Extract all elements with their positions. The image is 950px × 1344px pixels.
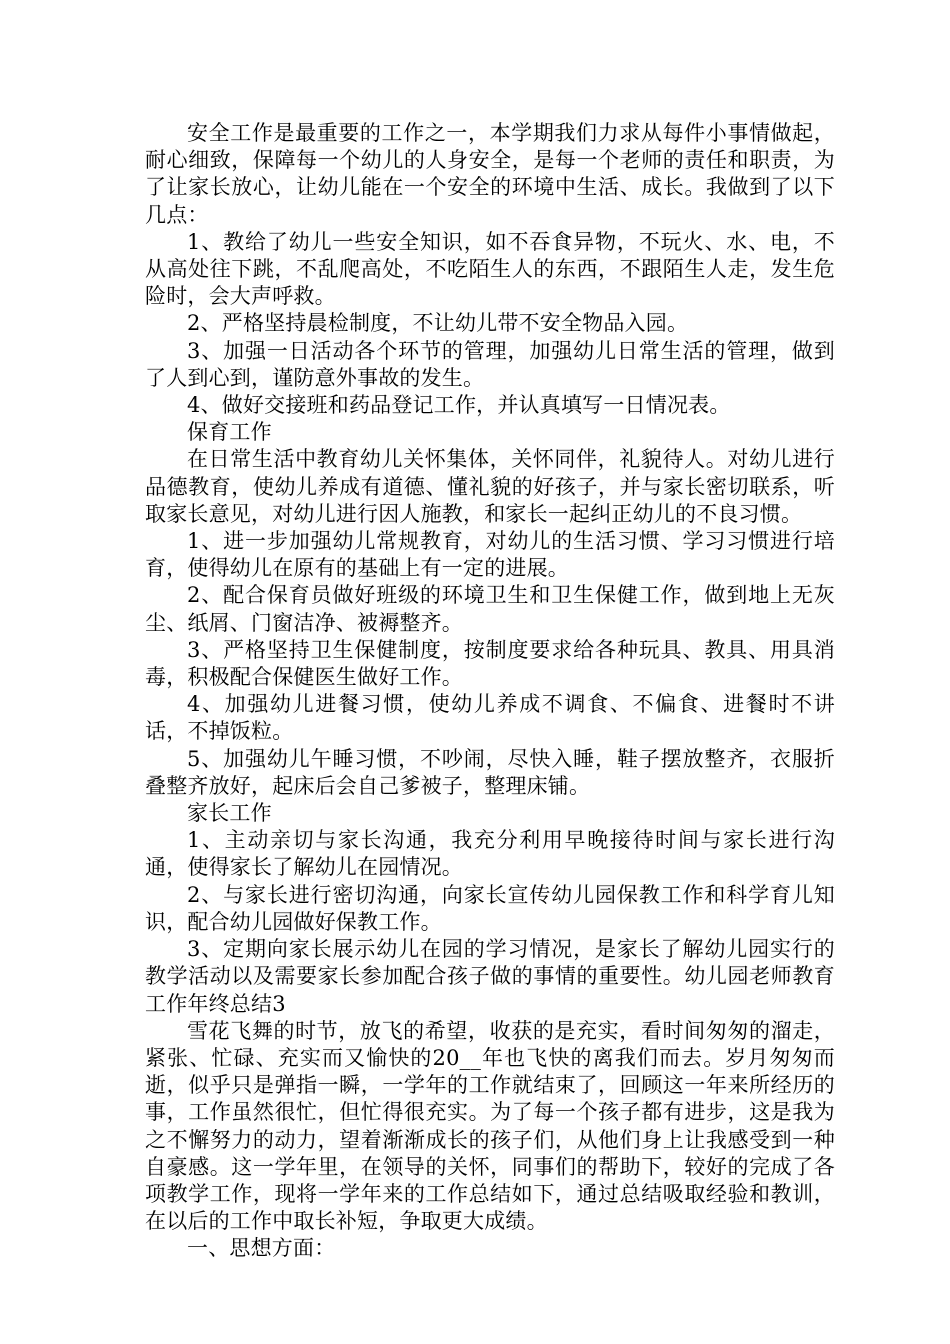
paragraph-care-2: 2、配合保育员做好班级的环境卫生和卫生保健工作，做到地上无灰尘、纸屑、门窗洁净、被褥整齐。 [145, 583, 835, 635]
paragraph-care-1: 1、进一步加强幼儿常规教育，对幼儿的生活习惯、学习习惯进行培育，使得幼儿在原有的基础上有一定的进展。 [145, 529, 835, 581]
paragraph-safety-4: 4、做好交接班和药品登记工作，并认真填写一日情况表。 [187, 393, 731, 418]
paragraph-safety-1: 1、教给了幼儿一些安全知识，如不吞食异物，不玩火、水、电，不从高处往下跳，不乱爬高处，不吃陌生人的东西，不跟陌生人走，发生危险时，会大声呼救。 [145, 229, 835, 309]
section-heading-care: 保育工作 [187, 420, 272, 445]
section-heading-thoughts: 一、思想方面： [187, 1236, 336, 1261]
paragraph-safety-intro: 安全工作是最重要的工作之一，本学期我们力求从每件小事情做起，耐心细致，保障每一个幼儿的人身安全，是每一个老师的责任和职责，为了让家长放心，让幼儿能在一个安全的环境中生活、成长。我做到了以下几点： [145, 121, 835, 227]
document-body [145, 120, 835, 1263]
paragraph-care-3: 3、严格坚持卫生保健制度，按制度要求给各种玩具、教具、用具消毒，积极配合保健医生做好工作。 [145, 637, 835, 690]
paragraph-care-4: 4、加强幼儿进餐习惯，使幼儿养成不调食、不偏食、进餐时不讲话，不掉饭粒。 [145, 692, 835, 744]
paragraph-care-intro: 在日常生活中教育幼儿关怀集体，关怀同伴，礼貌待人。对幼儿进行品德教育，使幼儿养成有道德、懂礼貌的好孩子，并与家长密切联系，听取家长意见，对幼儿进行因人施教，和家长一起纠正幼儿的不良习惯。 [145, 447, 835, 526]
paragraph-parents-3: 3、定期向家长展示幼儿在园的学习情况，是家长了解幼儿园实行的教学活动以及需要家长参加配合孩子做的事情的重要性。幼儿园老师教育工作年终总结3 [145, 937, 835, 1016]
paragraph-parents-2: 2、与家长进行密切沟通，向家长宣传幼儿园保教工作和科学育儿知识，配合幼儿园做好保教工作。 [145, 882, 835, 934]
paragraph-safety-3: 3、加强一日活动各个环节的管理，加强幼儿日常生活的管理，做到了人到心到，谨防意外事故的发生。 [145, 338, 835, 390]
paragraph-summary-intro: 雪花飞舞的时节，放飞的希望，收获的是充实，看时间匆匆的溜走，紧张、忙碌、充实而又愉快的20__年也飞快的离我们而去。岁月匆匆而逝，似乎只是弹指一瞬，一学年的工作就结束了，回顾这一年来所经历的事，工作虽然很忙，但忙得很充实。为了每一个孩子都有进步，这是我为之不懈努力的动力，望着渐渐成长的孩子们，从他们身上让我感受到一种自豪感。这一学年里，在领导的关怀，同事们的帮助下，较好的完成了各项教学工作，现将一学年来的工作总结如下，通过总结吸取经验和教训，在以后的工作中取长补短，争取更大成绩。 [145, 1018, 835, 1234]
paragraph-safety-2: 2、严格坚持晨检制度，不让幼儿带不安全物品入园。 [187, 311, 689, 336]
paragraph-parents-1: 1、主动亲切与家长沟通，我充分利用早晚接待时间与家长进行沟通，使得家长了解幼儿在园情况。 [145, 828, 835, 880]
paragraph-care-5: 5、加强幼儿午睡习惯，不吵闹，尽快入睡，鞋子摆放整齐，衣服折叠整齐放好，起床后会自己爹被子，整理床铺。 [145, 746, 835, 798]
section-heading-parents: 家长工作 [187, 801, 272, 826]
